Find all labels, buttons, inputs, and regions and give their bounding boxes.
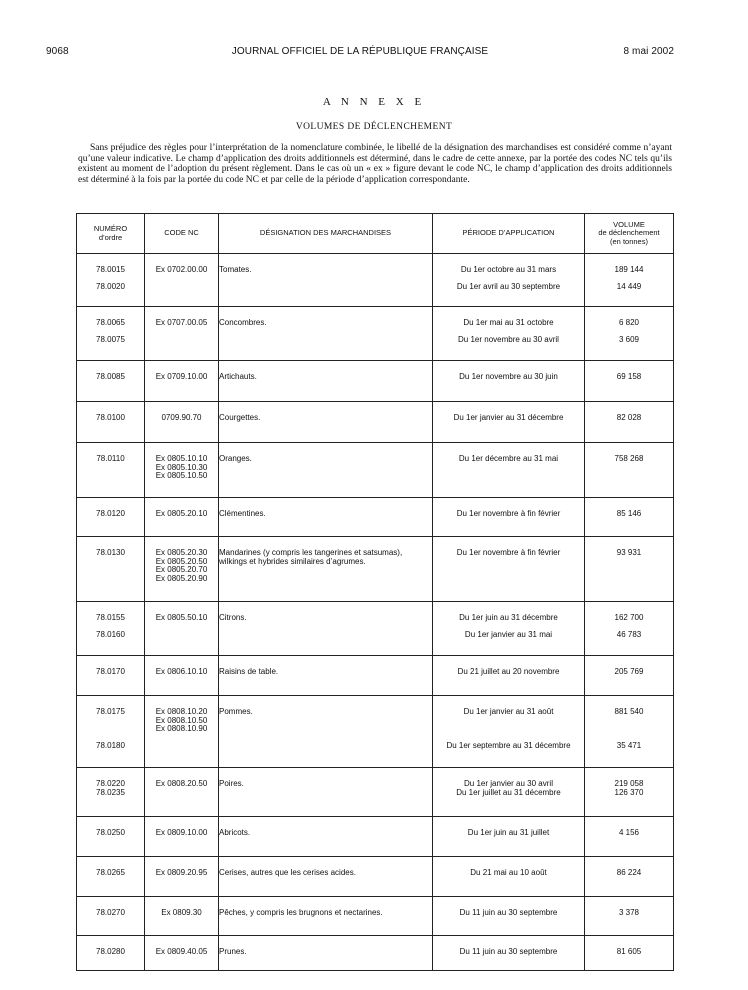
trigger-volume: 162 700: [614, 613, 644, 622]
nc-code-cell: [145, 537, 219, 602]
goods-designation-cell: [219, 602, 433, 656]
order-number: 78.0250: [96, 828, 125, 837]
page-header: [46, 46, 674, 62]
nc-code-cell: [145, 361, 219, 402]
table-row: [77, 768, 674, 817]
order-number: 78.0170: [96, 667, 125, 676]
goods-designation: Raisins de table.: [219, 667, 279, 676]
order-number: 78.0265: [96, 868, 125, 877]
order-number: 78.0175: [96, 707, 125, 716]
application-period: Du 1er janvier au 30 avril: [464, 779, 553, 788]
goods-designation: wilkings et hybrides similaires d’agrumes.: [219, 556, 366, 566]
nc-code-cell: [145, 656, 219, 696]
order-number: 78.0270: [96, 908, 125, 917]
order-number: 78.0085: [96, 372, 125, 381]
goods-designation: Poires.: [219, 779, 244, 788]
nc-code: Ex 0805.20.30: [155, 548, 208, 557]
goods-designation: Clémentines.: [219, 509, 266, 518]
goods-designation-cell: [219, 537, 433, 602]
goods-designation: Tomates.: [219, 265, 252, 274]
trigger-volume-cell: [585, 656, 674, 696]
application-period: Du 1er janvier au 31 décembre: [453, 413, 564, 422]
nc-code: 0709.90.70: [161, 413, 202, 422]
nc-code-cell: [145, 897, 219, 936]
application-period: Du 1er juin au 31 décembre: [459, 613, 558, 622]
section-subtitle: VOLUMES DE DÉCLENCHEMENT: [295, 122, 453, 132]
table-row: [77, 656, 674, 696]
nc-code-cell: [145, 402, 219, 443]
application-period-cell: [433, 817, 585, 857]
nc-code: Ex 0707.00.05: [155, 318, 208, 327]
nc-code-cell: [145, 768, 219, 817]
application-period-cell: [433, 696, 585, 768]
nc-code: Ex 0808.20.50: [155, 779, 208, 788]
table-row: [77, 696, 674, 768]
annex-title: A N N E X E: [322, 96, 426, 108]
order-number-cell: [77, 498, 145, 537]
trigger-volume-cell: [585, 402, 674, 443]
table-row: [77, 402, 674, 443]
header-volume: VOLUME de déclenchement (en tonnes): [585, 214, 674, 254]
order-number: 78.0160: [96, 630, 125, 639]
trigger-volume-cell: [585, 936, 674, 971]
trigger-volume-cell: [585, 498, 674, 537]
trigger-volume-cell: [585, 307, 674, 361]
trigger-volume: 86 224: [616, 868, 642, 877]
goods-designation-cell: [219, 361, 433, 402]
trigger-volume: 189 144: [614, 265, 644, 274]
trigger-volume: 126 370: [614, 787, 644, 797]
trigger-volume-cell: [585, 768, 674, 817]
page-number: 9068: [46, 46, 69, 57]
order-number-cell: [77, 768, 145, 817]
order-number-cell: [77, 696, 145, 768]
nc-code-cell: [145, 307, 219, 361]
nc-code-cell: [145, 696, 219, 768]
trigger-volume: 81 605: [616, 947, 642, 956]
nc-code-cell: [145, 498, 219, 537]
application-period-cell: [433, 307, 585, 361]
nc-code-cell: [145, 254, 219, 307]
goods-designation: Pommes.: [219, 707, 253, 716]
nc-code: Ex 0808.10.20: [155, 707, 208, 716]
trigger-volumes-table: [76, 213, 674, 971]
goods-designation: Concombres.: [219, 318, 267, 327]
trigger-volume: 46 783: [616, 630, 642, 639]
goods-designation: Courgettes.: [219, 413, 261, 422]
nc-code-cell: [145, 443, 219, 498]
table-row: [77, 602, 674, 656]
application-period-cell: [433, 498, 585, 537]
goods-designation: Citrons.: [219, 613, 247, 622]
header-periode: PÉRIODE D’APPLICATION: [433, 214, 585, 254]
trigger-volume: [585, 725, 673, 734]
goods-designation-cell: [219, 857, 433, 897]
application-period: Du 1er novembre au 30 juin: [459, 372, 558, 381]
trigger-volume: 69 158: [616, 372, 642, 381]
nc-code: Ex 0709.10.00: [155, 372, 208, 381]
order-number-cell: [77, 936, 145, 971]
nc-code: Ex 0702.00.00: [155, 265, 208, 274]
application-period: Du 1er avril au 30 septembre: [456, 282, 561, 291]
goods-designation-cell: [219, 498, 433, 537]
application-period-cell: [433, 768, 585, 817]
application-period: Du 1er novembre au 30 avril: [458, 335, 559, 344]
order-number: 78.0110: [96, 454, 125, 463]
nc-code: Ex 0805.10.30: [155, 462, 208, 472]
table-row: [77, 254, 674, 307]
goods-designation-cell: [219, 768, 433, 817]
goods-designation: Cerises, autres que les cerises acides.: [219, 868, 356, 877]
nc-code: Ex 0808.10.90: [155, 724, 208, 733]
goods-designation-cell: [219, 402, 433, 443]
application-period: Du 1er novembre à fin février: [456, 509, 561, 518]
order-number-cell: [77, 254, 145, 307]
goods-designation: Pêches, y compris les brugnons et nectarines.: [219, 908, 383, 917]
application-period: Du 11 juin au 30 septembre: [459, 947, 558, 956]
table-row: [77, 897, 674, 936]
table-row: [77, 307, 674, 361]
order-number-cell: [77, 307, 145, 361]
nc-code: Ex 0805.10.10: [155, 454, 208, 463]
nc-code-cell: [145, 857, 219, 897]
table-header-row: [77, 214, 674, 254]
application-period-cell: [433, 537, 585, 602]
application-period-cell: [433, 897, 585, 936]
application-period: Du 1er janvier au 31 mai: [464, 630, 553, 639]
nc-code: Ex 0809.10.00: [155, 828, 208, 837]
nc-code: Ex 0805.20.50: [155, 556, 208, 566]
order-number: 78.0075: [96, 335, 125, 344]
nc-code: Ex 0805.20.10: [155, 509, 208, 518]
application-period: [433, 725, 584, 734]
header-code: CODE NC: [145, 214, 219, 254]
goods-designation-cell: [219, 696, 433, 768]
trigger-volume-cell: [585, 537, 674, 602]
order-number: 78.0155: [96, 613, 125, 622]
intro-paragraph: Sans préjudice des règles pour l’interprétation de la nomenclature combinée, le libellé de la désignation des marchandises est considéré comme n’ayant qu’une valeur indicative. Le champ d’application des droits additionnels est déterminé, dans le cadre de cette annexe, par la portée des codes NC tels qu’ils existent au moment de l’adoption du présent règlement. Dans le cas où un « ex » figure devant le code NC, le champ d’application des droits additionnels est déterminé à la fois par la portée du code NC et par celle de la période d’application correspondante.: [78, 143, 672, 185]
order-number-cell: [77, 443, 145, 498]
order-number-cell: [77, 857, 145, 897]
order-number-cell: [77, 537, 145, 602]
application-period: Du 1er juillet au 31 décembre: [456, 787, 561, 797]
application-period: Du 1er septembre au 31 décembre: [446, 741, 571, 750]
application-period: Du 1er mai au 31 octobre: [463, 318, 554, 327]
application-period: Du 1er décembre au 31 mai: [458, 454, 559, 463]
nc-code: Ex 0805.20.70: [155, 565, 208, 574]
trigger-volume: [585, 717, 673, 726]
goods-designation-cell: [219, 307, 433, 361]
trigger-volume-cell: [585, 254, 674, 307]
application-period-cell: [433, 402, 585, 443]
trigger-volume: 93 931: [616, 548, 642, 557]
order-number: 78.0120: [96, 509, 125, 518]
goods-designation-cell: [219, 817, 433, 857]
nc-code: Ex 0809.30: [161, 908, 202, 917]
application-period-cell: [433, 602, 585, 656]
nc-code-cell: [145, 602, 219, 656]
nc-code-cell: [145, 936, 219, 971]
table-row: [77, 361, 674, 402]
application-period: Du 1er novembre à fin février: [456, 548, 561, 557]
application-period-cell: [433, 443, 585, 498]
order-number: 78.0130: [96, 548, 125, 557]
order-number: [77, 717, 144, 726]
trigger-volume: 6 820: [618, 318, 640, 327]
order-number: 78.0065: [96, 318, 125, 327]
nc-code: Ex 0809.40.05: [155, 947, 208, 956]
application-period-cell: [433, 857, 585, 897]
order-number-cell: [77, 817, 145, 857]
goods-designation: Oranges.: [219, 454, 252, 463]
goods-designation: Abricots.: [219, 828, 251, 837]
trigger-volume: 82 028: [616, 413, 642, 422]
application-period: Du 11 juin au 30 septembre: [459, 908, 558, 917]
application-period: Du 1er juin au 31 juillet: [467, 828, 550, 837]
table-row: [77, 498, 674, 537]
order-number-cell: [77, 656, 145, 696]
trigger-volume: 219 058: [614, 779, 644, 788]
trigger-volume: 758 268: [614, 454, 644, 463]
application-period: Du 21 juillet au 20 novembre: [457, 667, 560, 676]
goods-designation-cell: [219, 656, 433, 696]
application-period-cell: [433, 361, 585, 402]
order-number-cell: [77, 361, 145, 402]
table-row: [77, 443, 674, 498]
application-period: Du 1er octobre au 31 mars: [460, 265, 557, 274]
goods-designation-cell: [219, 254, 433, 307]
trigger-volume: 35 471: [616, 741, 642, 750]
application-period-cell: [433, 656, 585, 696]
table-body: [77, 254, 674, 971]
trigger-volume: 4 156: [618, 828, 640, 837]
nc-code: Ex 0809.20.95: [155, 868, 208, 877]
application-period-cell: [433, 936, 585, 971]
table-row: [77, 936, 674, 971]
goods-designation-cell: [219, 443, 433, 498]
table-row: [77, 857, 674, 897]
trigger-volume: 3 378: [618, 908, 640, 917]
trigger-volume-cell: [585, 897, 674, 936]
nc-code: Ex 0806.10.10: [155, 667, 208, 676]
trigger-volume-cell: [585, 602, 674, 656]
application-period: Du 21 mai au 10 août: [470, 868, 547, 877]
goods-designation: Mandarines (y compris les tangerines et satsumas),: [219, 548, 403, 557]
header-numero: NUMÉRO d’ordre: [77, 214, 145, 254]
nc-code-cell: [145, 817, 219, 857]
application-period-cell: [433, 254, 585, 307]
trigger-volume-cell: [585, 361, 674, 402]
order-number: 78.0220: [96, 779, 125, 788]
goods-designation-cell: [219, 897, 433, 936]
application-period: [433, 717, 584, 726]
order-number-cell: [77, 602, 145, 656]
trigger-volume: 14 449: [616, 282, 642, 291]
journal-title: JOURNAL OFFICIEL DE LA RÉPUBLIQUE FRANÇAISE: [231, 46, 489, 57]
order-number: 78.0235: [96, 787, 125, 797]
application-period: Du 1er janvier au 31 août: [463, 707, 554, 716]
goods-designation-cell: [219, 936, 433, 971]
table-row: [77, 537, 674, 602]
trigger-volume: 881 540: [614, 707, 644, 716]
order-number: [77, 725, 144, 734]
goods-designation: Prunes.: [219, 947, 247, 956]
trigger-volume-cell: [585, 857, 674, 897]
publication-date: 8 mai 2002: [623, 46, 674, 57]
goods-designation: Artichauts.: [219, 372, 257, 381]
nc-code: Ex 0805.10.50: [155, 471, 208, 480]
trigger-volume-cell: [585, 443, 674, 498]
trigger-volume: 205 769: [614, 667, 644, 676]
nc-code: Ex 0805.20.90: [155, 573, 208, 583]
nc-code: Ex 0808.10.50: [155, 715, 208, 725]
order-number-cell: [77, 897, 145, 936]
trigger-volume-cell: [585, 696, 674, 768]
trigger-volume: 85 146: [616, 509, 642, 518]
order-number: 78.0020: [96, 282, 125, 291]
order-number: 78.0100: [96, 413, 125, 422]
header-designation: DÉSIGNATION DES MARCHANDISES: [219, 214, 433, 254]
order-number: 78.0280: [96, 947, 125, 956]
order-number-cell: [77, 402, 145, 443]
nc-code: Ex 0805.50.10: [155, 613, 208, 622]
table-row: [77, 817, 674, 857]
order-number: 78.0015: [96, 265, 125, 274]
trigger-volume-cell: [585, 817, 674, 857]
trigger-volume: 3 609: [618, 335, 640, 344]
order-number: 78.0180: [96, 741, 125, 750]
